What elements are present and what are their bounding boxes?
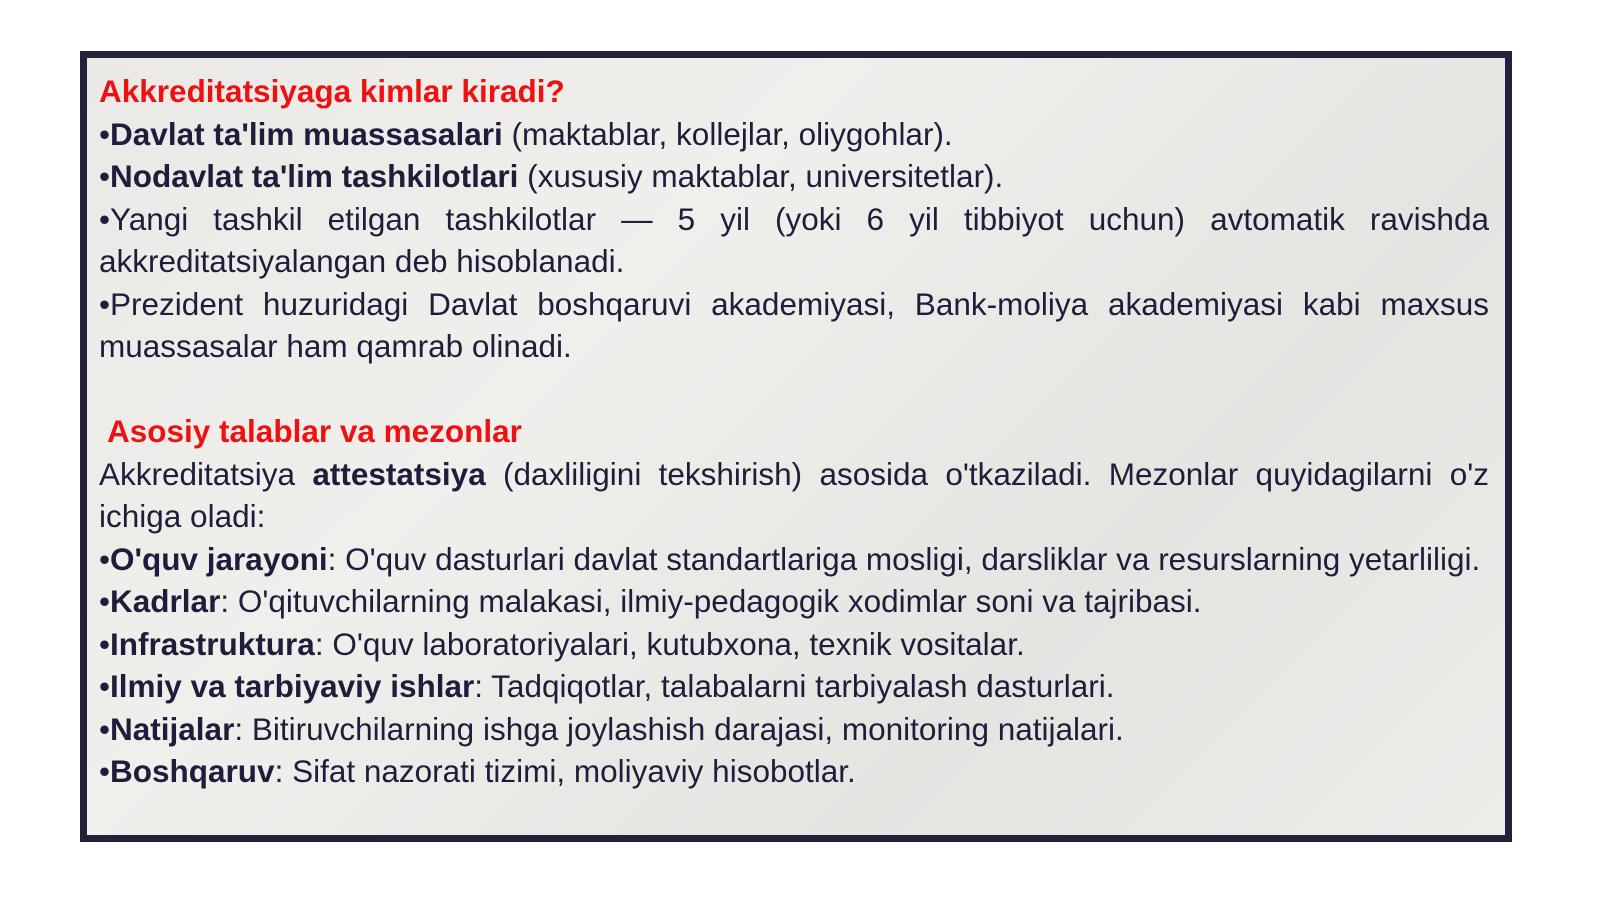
bullet: • [99, 753, 111, 789]
item-bold-term: Infrastruktura [110, 625, 315, 662]
bullet: • [99, 158, 111, 194]
item-text: : Tadqiqotlar, talabalarni tarbiyalash dasturlari. [474, 668, 1115, 704]
section-heading-requirements: Asosiy talablar va mezonlar [107, 413, 522, 449]
item-text: : Sifat nazorati tizimi, moliyaviy hisobotlar. [274, 753, 856, 789]
bullet: • [99, 540, 111, 577]
item-bold-term: Ilmiy va tarbiyaviy ishlar [110, 668, 475, 704]
bullet: • [99, 710, 111, 747]
intro-bold-term: attestatsiya [312, 455, 486, 492]
intro-text-after: (daxliligini tekshirish) asosida o'tkaziladi. Mezonlar quyidagilarni o'z ichiga oladi: [99, 455, 1489, 534]
list-item [99, 113, 1489, 156]
item-bold-term: Boshqaruv [110, 753, 275, 789]
item-bold-term: Nodavlat ta'lim tashkilotlari [110, 158, 519, 194]
bullet: • [99, 625, 111, 662]
intro-paragraph [99, 453, 1489, 538]
item-text: : O'quv dasturlari davlat standartlariga mosligi, darsliklar va resurslarning yetarliligi. [327, 540, 1481, 577]
bullet: • [99, 285, 111, 322]
item-bold-term: Davlat ta'lim muassasalari [110, 115, 503, 152]
list-item [99, 708, 1489, 751]
list-item [99, 750, 1489, 793]
bullet: • [99, 200, 111, 237]
item-text: (maktablar, kollejlar, oliygohlar). [502, 115, 953, 152]
item-text: : O'quv laboratoriyalari, kutubxona, texnik vositalar. [314, 625, 1025, 662]
item-bold-term: Natijalar [110, 710, 235, 747]
item-text: Prezident huzuridagi Davlat boshqaruvi akademiyasi, Bank-moliya akademiyasi kabi maxsus muassasalar ham qamrab olinadi. [99, 285, 1489, 364]
list-item [99, 665, 1489, 708]
item-text: : O'qituvchilarning malakasi, ilmiy-pedagogik xodimlar soni va tajribasi. [220, 583, 1202, 619]
item-text: (xususiy maktablar, universitetlar). [518, 158, 1004, 194]
bullet: • [99, 115, 111, 152]
list-item [99, 538, 1489, 581]
item-bold-term: O'quv jarayoni [110, 540, 328, 577]
section-spacer [99, 368, 1489, 411]
item-text: : Bitiruvchilarning ishga joylashish darajasi, monitoring natijalari. [234, 710, 1124, 747]
content-frame [80, 51, 1512, 842]
list-item [99, 283, 1489, 368]
item-bold-term: Kadrlar [110, 583, 221, 619]
bullet: • [99, 583, 111, 619]
list-item [99, 155, 1489, 198]
bullet: • [99, 668, 111, 704]
section-heading-who: Akkreditatsiyaga kimlar kiradi? [99, 73, 565, 109]
intro-text-before: Akkreditatsiya [99, 455, 313, 492]
list-item [99, 198, 1489, 283]
item-text: Yangi tashkil etilgan tashkilotlar — 5 yil (yoki 6 yil tibbiyot uchun) avtomatik ravishda akkreditatsiyalangan deb hisoblanadi. [99, 200, 1489, 279]
list-item [99, 580, 1489, 623]
list-item [99, 623, 1489, 666]
